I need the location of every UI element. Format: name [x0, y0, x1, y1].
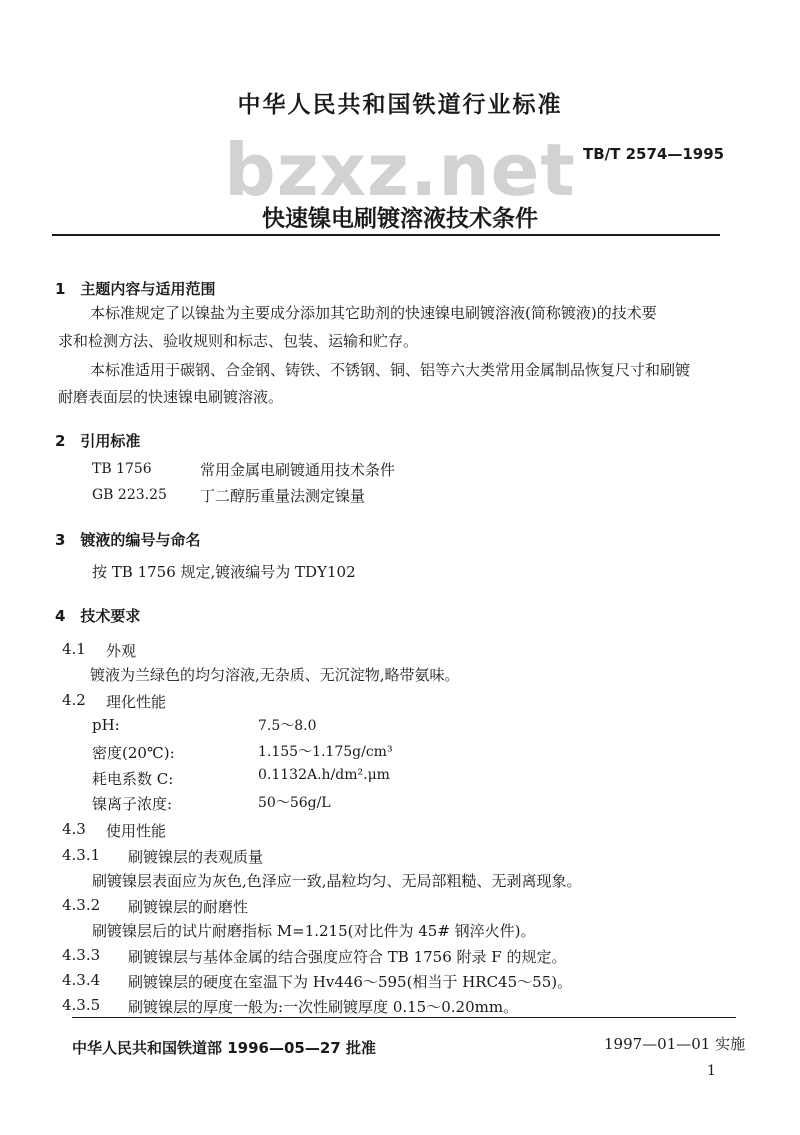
reference-code: TB 1756 [92, 461, 152, 477]
reference-title: 常用金属电刷镀通用技术条件 [200, 461, 396, 479]
watermark: bzxz.net [224, 128, 576, 212]
clause-number: 4.3.3 [62, 946, 101, 964]
section-4-heading: 4 技术要求 [55, 607, 141, 625]
clause-number: 4.1 [62, 640, 86, 658]
property-label: pH: [92, 716, 120, 734]
clause-title: 外观 [106, 642, 137, 660]
clause-text: 刷镀镍层的厚度一般为:一次性刷镀厚度 0.15～0.20mm。 [128, 998, 519, 1016]
bottom-rule [72, 1017, 736, 1018]
section-2-heading: 2 引用标准 [55, 432, 141, 450]
property-label: 密度(20℃): [92, 744, 175, 762]
clause-title: 使用性能 [106, 822, 167, 840]
section-1-para-1-line-2: 求和检测方法、验收规则和标志、包装、运输和贮存。 [58, 332, 419, 350]
section-3-text: 按 TB 1756 规定,镀液编号为 TDY102 [92, 563, 356, 581]
header-title: 中华人民共和国铁道行业标准 [237, 92, 563, 118]
clause-title: 理化性能 [106, 693, 167, 711]
reference-title: 丁二醇肟重量法测定镍量 [200, 487, 366, 505]
property-label: 镍离子浓度: [92, 795, 173, 813]
clause-text: 刷镀镍层与基体金属的结合强度应符合 TB 1756 附录 F 的规定。 [128, 948, 567, 966]
clause-text: 刷镀镍层表面应为灰色,色泽应一致,晶粒均匀、无局部粗糙、无剥离现象。 [92, 872, 582, 890]
approval-line: 中华人民共和国铁道部 1996—05—27 批准 [72, 1039, 376, 1057]
property-value: 1.155～1.175g/cm³ [258, 744, 393, 760]
clause-number: 4.3.5 [62, 996, 101, 1014]
clause-title: 刷镀镍层的耐磨性 [128, 898, 249, 916]
property-label: 耗电系数 C: [92, 770, 174, 788]
effective-date: 1997—01—01 实施 [604, 1035, 746, 1053]
clause-number: 4.3 [62, 820, 86, 838]
reference-code: GB 223.25 [92, 487, 167, 503]
clause-number: 4.3.4 [62, 971, 101, 989]
section-1-heading: 1 主题内容与适用范围 [55, 280, 216, 298]
section-1-para-1-line-1: 本标准规定了以镍盐为主要成分添加其它助剂的快速镍电刷镀溶液(简称镀液)的技术要 [90, 304, 657, 322]
page-number: 1 [707, 1063, 716, 1079]
section-1-para-2-line-1: 本标准适用于碳钢、合金钢、铸铁、不锈钢、铜、铝等六大类常用金属制品恢复尺寸和刷镀 [90, 361, 691, 379]
top-rule [52, 234, 720, 236]
property-value: 50～56g/L [258, 795, 331, 811]
standard-number: TB/T 2574—1995 [583, 145, 725, 163]
clause-text: 刷镀镍层的硬度在室温下为 Hv446～595(相当于 HRC45～55)。 [128, 973, 573, 991]
property-value: 0.1132A.h/dm².μm [258, 767, 390, 783]
section-3-heading: 3 镀液的编号与命名 [55, 531, 201, 549]
clause-text: 刷镀镍层后的试片耐磨指标 M=1.215(对比件为 45# 钢淬火件)。 [92, 922, 536, 940]
document-title: 快速镍电刷镀溶液技术条件 [262, 206, 538, 232]
clause-number: 4.3.1 [62, 846, 101, 864]
clause-title: 刷镀镍层的表观质量 [128, 848, 264, 866]
section-1-para-2-line-2: 耐磨表面层的快速镍电刷镀溶液。 [58, 388, 284, 406]
clause-text: 镀液为兰绿色的均匀溶液,无杂质、无沉淀物,略带氨味。 [90, 666, 460, 684]
clause-number: 4.3.2 [62, 896, 101, 914]
clause-number: 4.2 [62, 691, 86, 709]
property-value: 7.5～8.0 [258, 718, 317, 734]
